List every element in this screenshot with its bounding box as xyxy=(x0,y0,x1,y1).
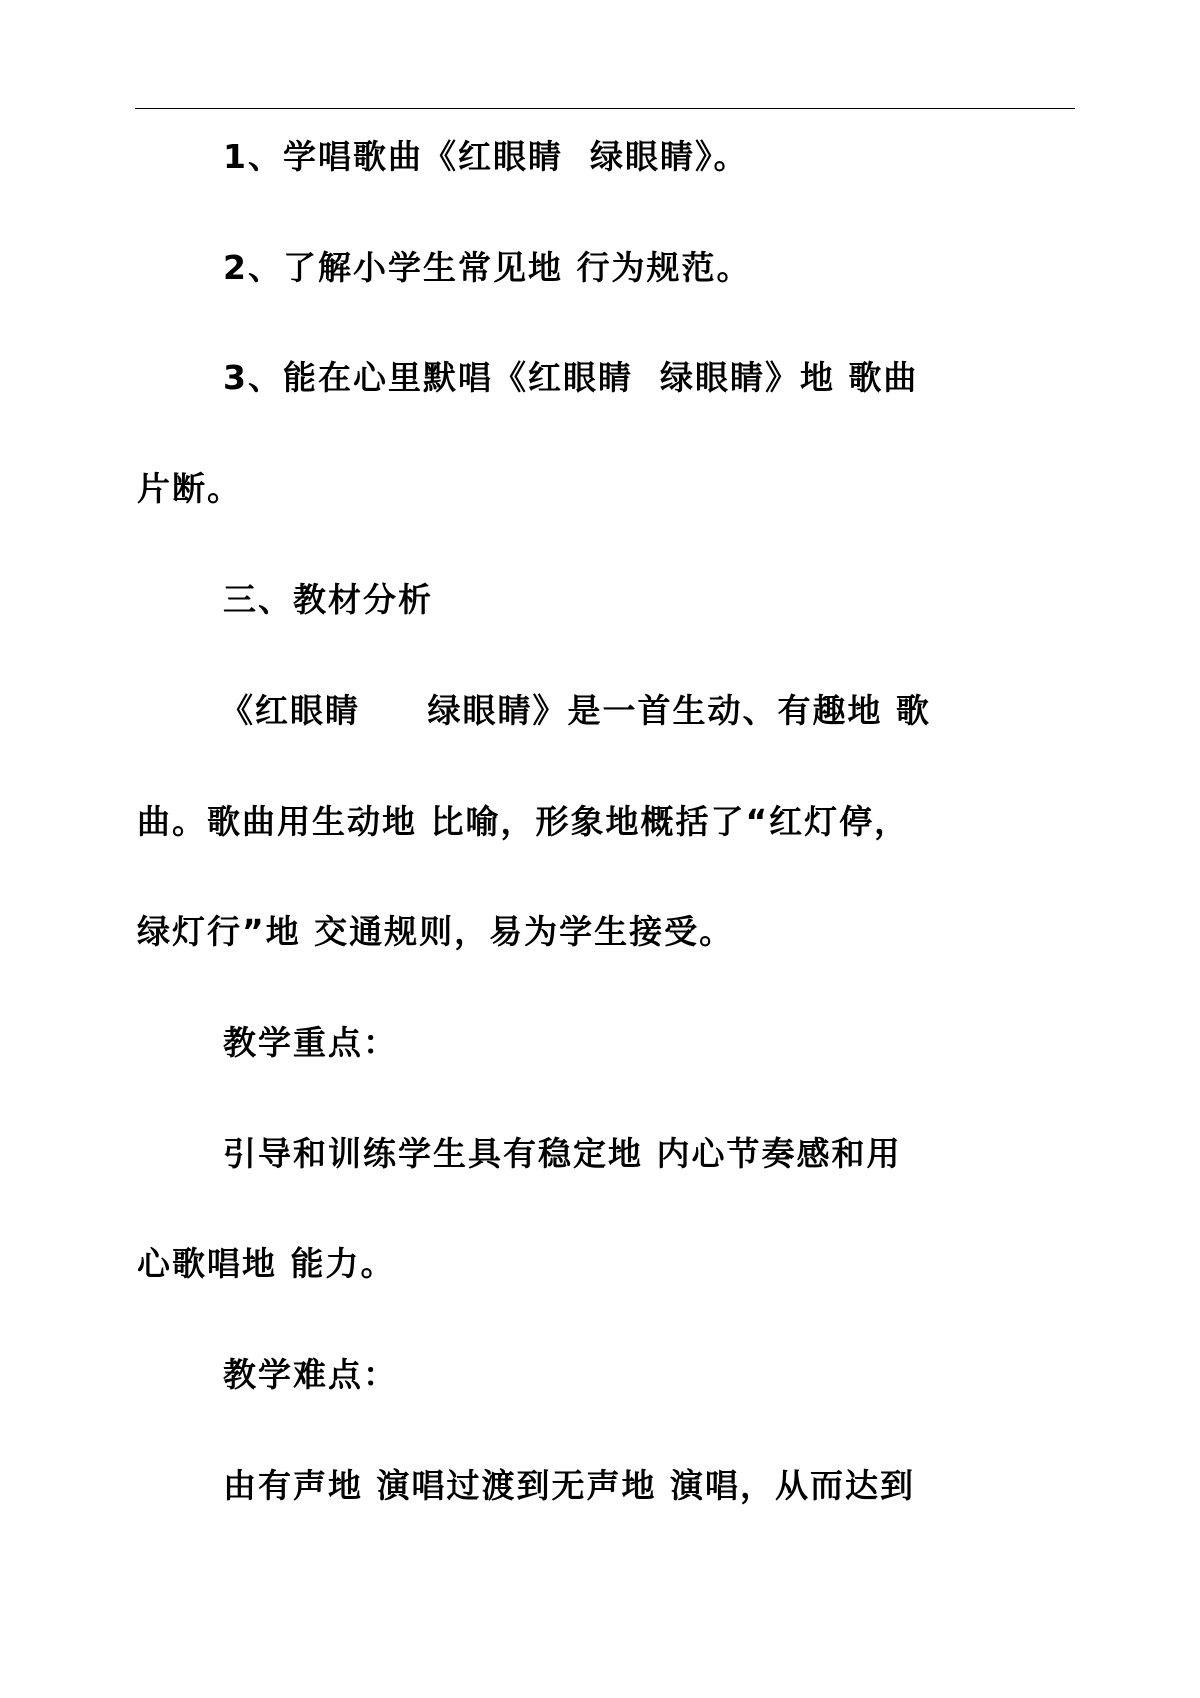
key-point-line-2: 心歌唱地 能力。 xyxy=(137,1244,396,1283)
difficulty-label: 教学难点： xyxy=(223,1355,398,1394)
objective-3-continued: 片断。 xyxy=(137,469,242,508)
key-point-line-1: 引导和训练学生具有稳定地 内心节奏感和用 xyxy=(223,1134,902,1173)
objective-1: 1、学唱歌曲《红眼睛 绿眼睛》。 xyxy=(223,137,749,176)
analysis-line-3: 绿灯行”地 交通规则，易为学生接受。 xyxy=(137,912,735,951)
analysis-line-1: 《红眼睛 绿眼睛》是一首生动、有趣地 歌 xyxy=(220,691,931,730)
header-rule xyxy=(135,108,1075,109)
section-heading: 三、教材分析 xyxy=(223,580,433,619)
objective-3: 3、能在心里默唱《红眼睛 绿眼睛》地 歌曲 xyxy=(223,358,919,397)
objective-2: 2、了解小学生常见地 行为规范。 xyxy=(223,248,752,287)
key-point-label: 教学重点： xyxy=(223,1023,398,1062)
difficulty-line-1: 由有声地 演唱过渡到无声地 演唱，从而达到 xyxy=(223,1466,915,1505)
analysis-line-2: 曲。歌曲用生动地 比喻，形象地概括了“红灯停， xyxy=(137,802,910,841)
